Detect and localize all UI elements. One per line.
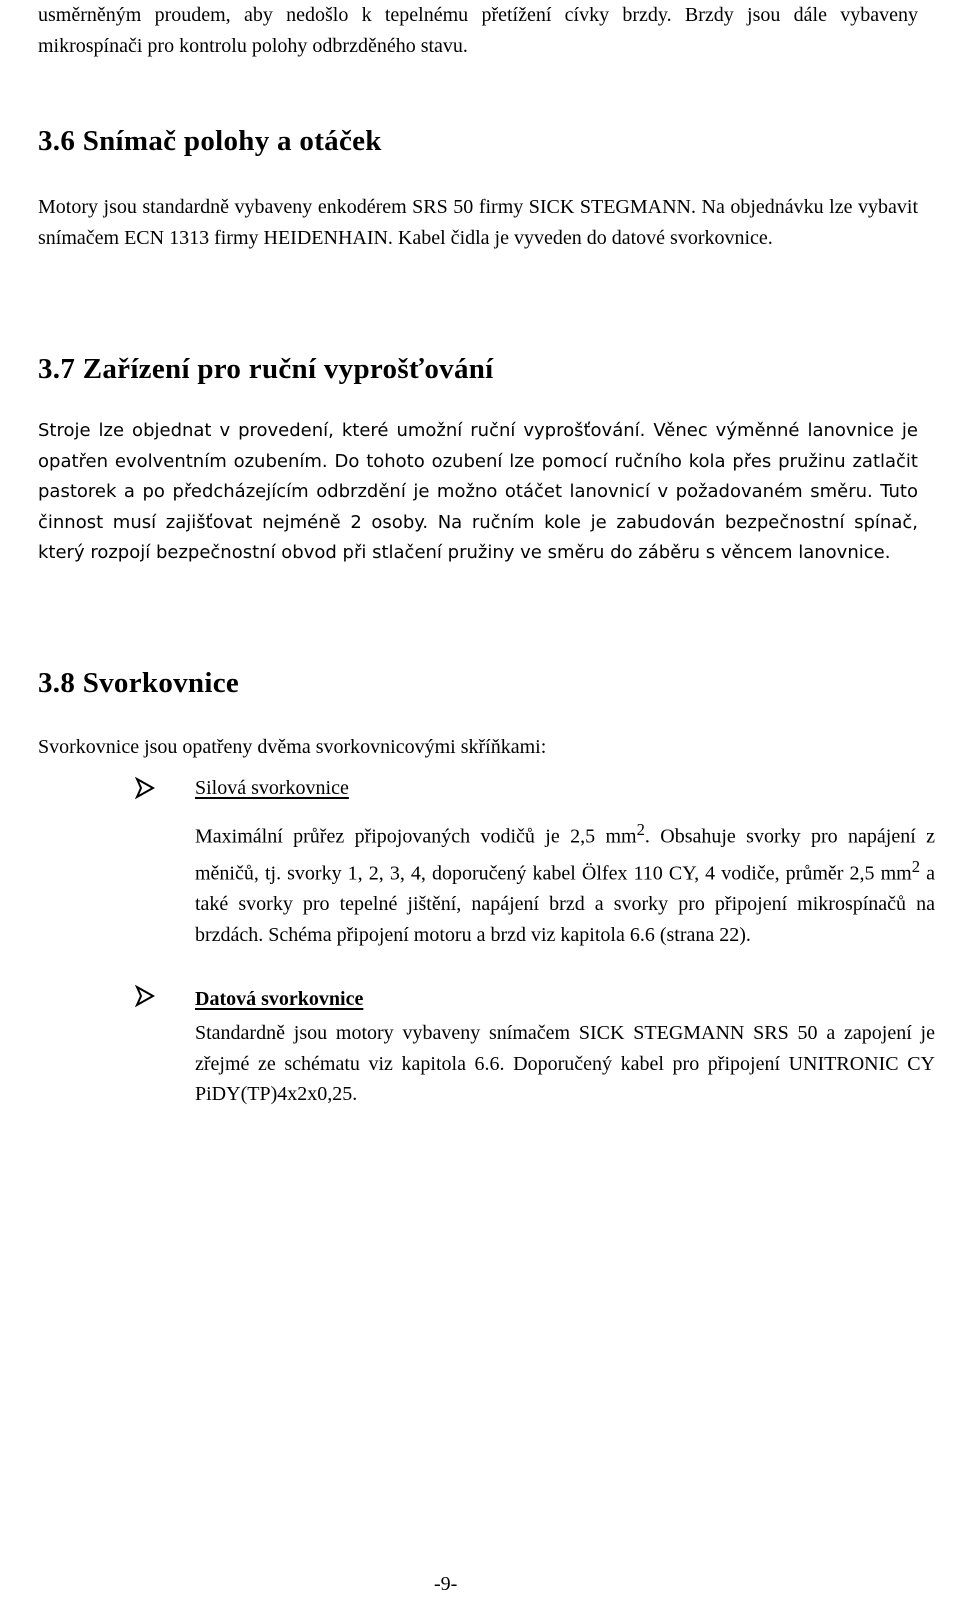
item-title-datova: Datová svorkovnice bbox=[195, 988, 364, 1010]
silova-text-part-2: . Obsahuje svorky pro napájení z měničů, tj. svorky 1, 2, 3, 4, doporučený kabel Ölfex 110 CY, 4 vodiče, průměr 2,5 mm bbox=[195, 825, 935, 885]
heading-3-7: 3.7 Zařízení pro ruční vyprošťování bbox=[38, 353, 494, 385]
arrowhead-bullet-icon bbox=[135, 776, 155, 800]
item-text-datova: Standardně jsou motory vybaveny snímačem SICK STEGMANN SRS 50 a zapojení je zřejmé ze schématu viz kapitola 6.6. Doporučený kabel pro připojení UNITRONIC CY PiDY(TP)4x2x0,25. bbox=[195, 1022, 935, 1105]
paragraph-3-8-intro: Svorkovnice jsou opatřeny dvěma svorkovnicovými skříňkami: bbox=[38, 736, 547, 758]
superscript: 2 bbox=[636, 820, 645, 839]
heading-3-6: 3.6 Snímač polohy a otáček bbox=[38, 125, 382, 157]
silova-text-part-1: Maximální průřez připojovaných vodičů je 2,5 mm bbox=[195, 825, 637, 848]
paragraph-3-6: Motory jsou standardně vybaveny enkodérem SRS 50 firmy SICK STEGMANN. Na objednávku lze vybavit snímačem ECN 1313 firmy HEIDENHAIN. Kabel čidla je vyveden do datové svorkovnice. bbox=[38, 196, 918, 249]
paragraph-3-7: Stroje lze objednat v provedení, které umožní ruční vyprošťování. Věnec výměnné lanovnice je opatřen evolventním ozubením. Do tohoto ozubení lze pomocí ručního kola přes pružinu zatlačit pastorek a po předcházejícím odbrzdění je možno otáčet lanovnicí v požadovaném směru. Tuto činnost musí zajišťovat nejméně 2 osoby. Na ručním kole je zabudován bezpečnostní spínač, který rozpojí bezpečnostní obvod při stlačení pružiny ve směru do záběru s věncem lanovnice. bbox=[38, 420, 918, 563]
item-text-silova bbox=[195, 815, 935, 950]
superscript: 2 bbox=[911, 857, 921, 877]
item-title-silova: Silová svorkovnice bbox=[195, 777, 349, 799]
page-number: -9- bbox=[434, 1573, 458, 1595]
intro-paragraph: usměrněným proudem, aby nedošlo k tepelnému přetížení cívky brzdy. Brzdy jsou dále vybaveny mikrospínači pro kontrolu polohy odbrzděného stavu. bbox=[38, 4, 918, 57]
silova-text-part-3: a také svorky pro tepelné jištění, napájení brzd a svorky pro připojení mikrospínačů na brzdách. Schéma připojení motoru a brzd viz kapitola 6.6 (strana 22). bbox=[195, 862, 935, 946]
arrowhead-bullet-icon bbox=[135, 984, 155, 1008]
heading-3-8: 3.8 Svorkovnice bbox=[38, 667, 240, 699]
